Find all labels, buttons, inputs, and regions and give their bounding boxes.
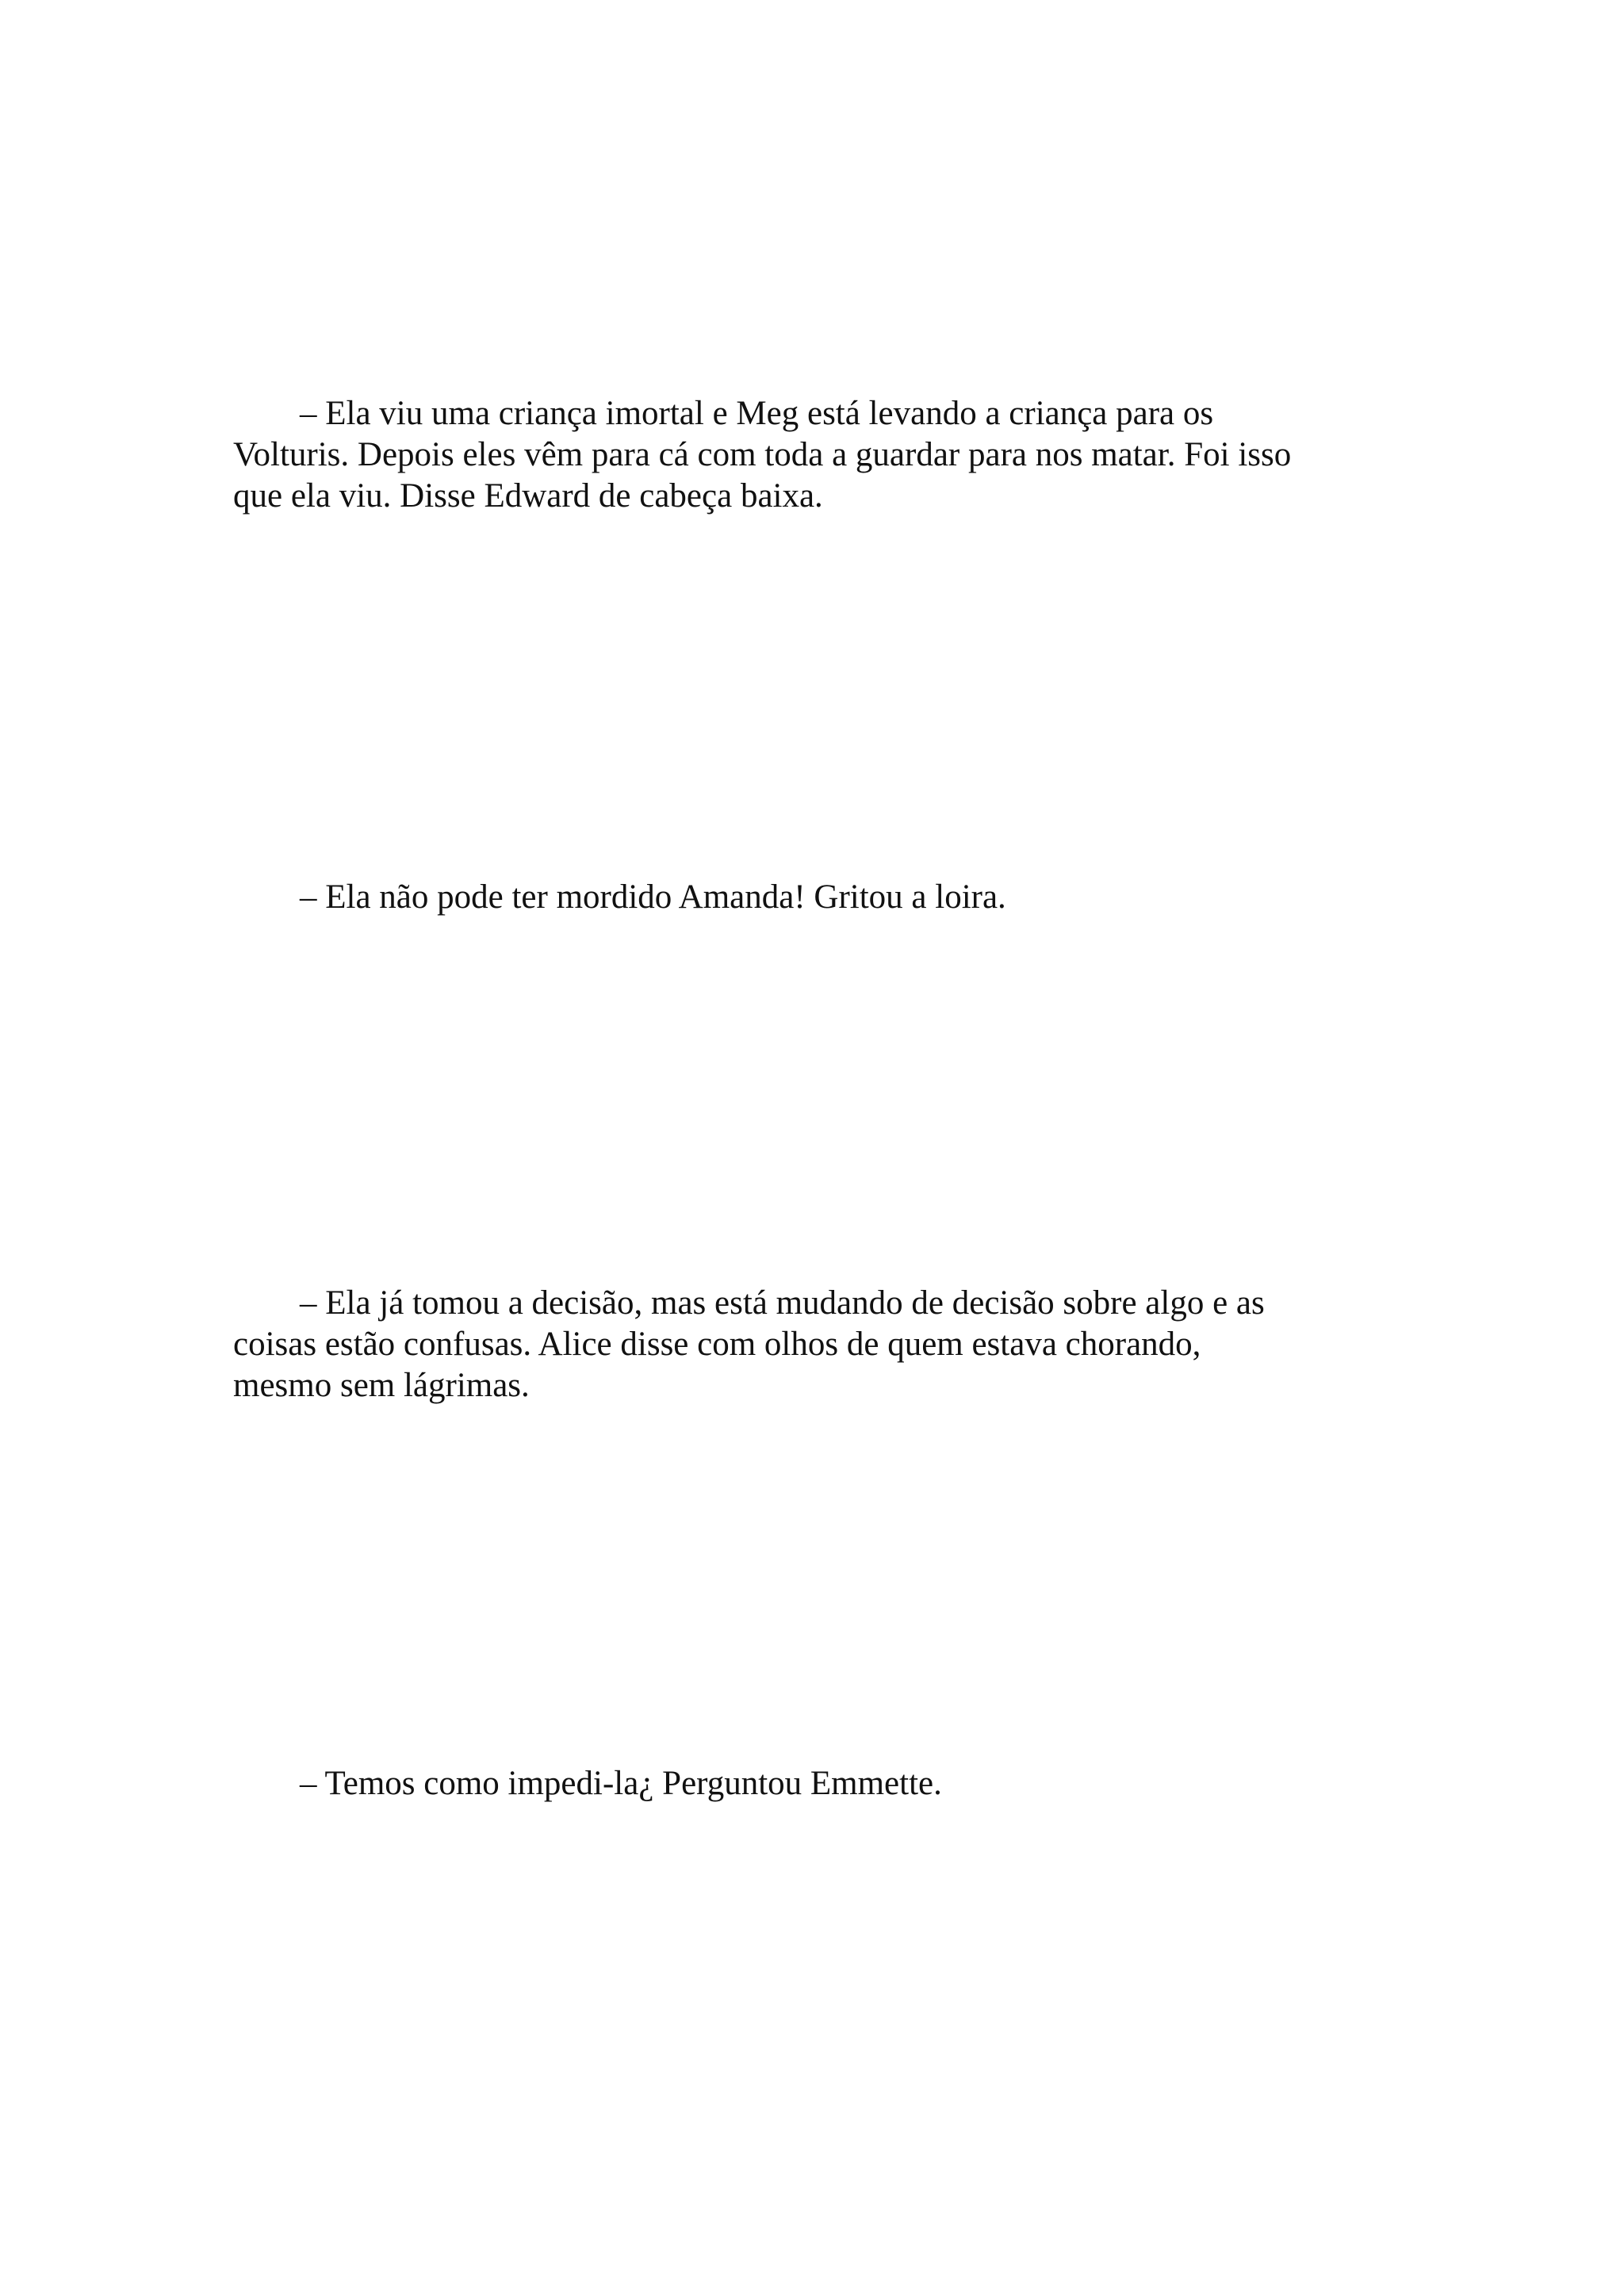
- paragraph-blonde-shout: – Ela não pode ter mordido Amanda! Gritou a loira.: [300, 878, 1006, 916]
- paragraph-emmette-question: – Temos como impedi-la¿ Perguntou Emmette.: [300, 1765, 942, 1802]
- paragraph-edward-vision: – Ela viu uma criança imortal e Meg está levando a criança para os Volturis. Depois eles vêm para cá com toda a guardar para nos matar. Foi isso que ela viu. Disse Edward de cabeça baixa.: [233, 395, 1292, 515]
- paragraph-alice-decision: – Ela já tomou a decisão, mas está mudando de decisão sobre algo e as coisas estão confusas. Alice disse com olhos de quem estava chorando, mesmo sem lágrimas.: [233, 1284, 1265, 1404]
